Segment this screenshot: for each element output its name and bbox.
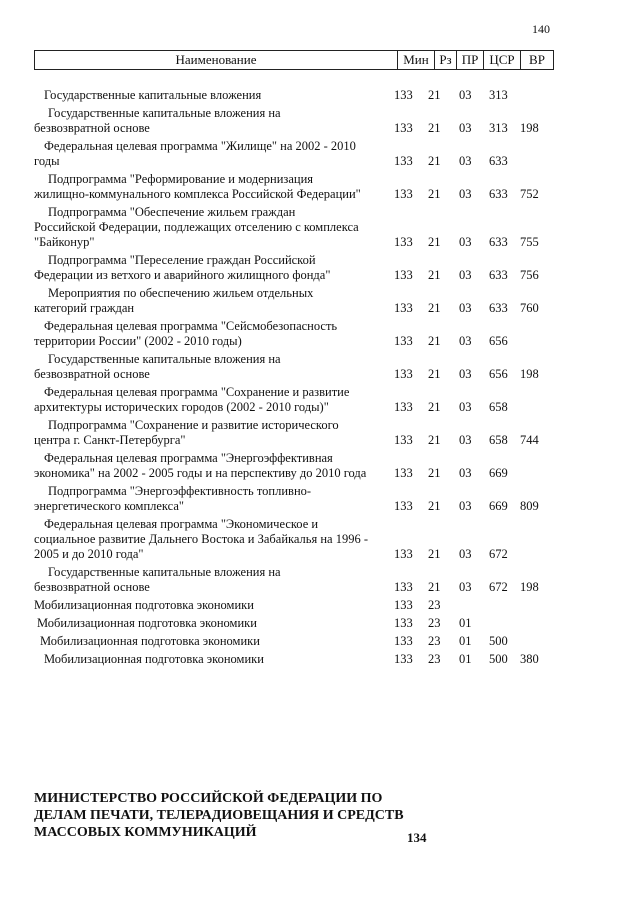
row-codes [394, 499, 550, 514]
table-row [34, 484, 574, 514]
row-name-continuation: Федерации из ветхого и аварийного жилищного фонда" [34, 268, 331, 282]
code-min: 133 [394, 580, 413, 594]
code-csr: 500 [489, 652, 508, 666]
code-csr [489, 616, 520, 631]
table-body [34, 88, 574, 670]
code-pr: 03 [459, 121, 472, 135]
code-rz: 21 [428, 580, 441, 594]
code-pr: 03 [459, 367, 472, 381]
header-min: Мин [398, 51, 435, 69]
code-min: 133 [394, 88, 413, 102]
table-row [34, 652, 574, 667]
row-codes [394, 367, 550, 382]
table-row [34, 319, 574, 349]
code-vr: 198 [520, 580, 539, 594]
row-name [34, 253, 394, 283]
code-vr [520, 616, 550, 631]
table-row [34, 253, 574, 283]
row-name-continuation: жилищно-коммунального комплекса Российской Федерации" [34, 187, 361, 201]
row-codes [394, 598, 550, 613]
row-name [34, 517, 394, 562]
row-name-first-line: Федеральная целевая программа "Сохранение и развитие [44, 385, 350, 399]
row-name-first-line: Подпрограмма "Переселение граждан Российской [48, 253, 316, 267]
row-name-continuation: энергетического комплекса" [34, 499, 185, 513]
row-name-first-line: Государственные капитальные вложения на [48, 565, 281, 579]
code-min: 133 [394, 433, 413, 447]
code-min: 133 [394, 367, 413, 381]
row-name-continuation: безвозвратной основе [34, 121, 150, 135]
row-name-continuation: архитектуры исторических городов (2002 - 2010 годы)" [34, 400, 329, 414]
row-name-first-line: Государственные капитальные вложения [44, 88, 262, 102]
code-pr: 01 [459, 616, 472, 630]
code-pr: 03 [459, 235, 472, 249]
code-rz: 21 [428, 433, 441, 447]
code-pr: 03 [459, 154, 472, 168]
code-pr: 03 [459, 88, 472, 102]
row-name-first-line: Государственные капитальные вложения на [48, 106, 281, 120]
row-codes [394, 154, 550, 169]
code-rz: 21 [428, 400, 441, 414]
page-number: 140 [532, 22, 550, 36]
code-vr [520, 334, 550, 349]
code-min: 133 [394, 598, 413, 612]
row-name-continuation: экономика" на 2002 - 2005 годы и на перспективу до 2010 года [34, 466, 367, 480]
code-vr: 198 [520, 367, 539, 381]
row-name [34, 616, 394, 631]
table-header [34, 50, 554, 70]
row-name [34, 319, 394, 349]
row-codes [394, 634, 550, 649]
row-name-first-line: Мобилизационная подготовка экономики [37, 616, 257, 630]
code-min: 133 [394, 499, 413, 513]
code-vr: 198 [520, 121, 539, 135]
code-min: 133 [394, 268, 413, 282]
row-name-first-line: Подпрограмма "Сохранение и развитие исторического [48, 418, 339, 432]
code-rz: 21 [428, 154, 441, 168]
code-csr: 633 [489, 154, 508, 168]
code-rz: 21 [428, 334, 441, 348]
table-row [34, 286, 574, 316]
code-min: 133 [394, 121, 413, 135]
code-vr: 760 [520, 301, 539, 315]
code-vr [520, 598, 550, 613]
code-rz: 21 [428, 88, 441, 102]
code-csr [489, 598, 520, 613]
code-rz: 23 [428, 598, 441, 612]
table-row [34, 451, 574, 481]
row-name [34, 139, 394, 169]
row-name [34, 352, 394, 382]
row-name-continuation: социальное развитие Дальнего Востока и Забайкалья на 1996 - 2005 и до 2010 года" [34, 532, 369, 561]
code-rz: 21 [428, 235, 441, 249]
row-name-first-line: Мобилизационная подготовка экономики [44, 652, 264, 666]
code-min: 133 [394, 154, 413, 168]
table-row [34, 385, 574, 415]
row-codes [394, 334, 550, 349]
code-csr: 633 [489, 187, 508, 201]
row-codes [394, 616, 550, 631]
row-codes [394, 400, 550, 415]
code-min: 133 [394, 235, 413, 249]
code-pr: 03 [459, 268, 472, 282]
code-min: 133 [394, 547, 413, 561]
row-name-first-line: Федеральная целевая программа "Экономическое и [44, 517, 319, 531]
table-row [34, 106, 574, 136]
row-name-first-line: Подпрограмма "Обеспечение жильем граждан [48, 205, 296, 219]
code-rz: 21 [428, 301, 441, 315]
code-csr: 313 [489, 121, 508, 135]
code-csr: 656 [489, 334, 508, 348]
code-vr [520, 88, 550, 103]
row-name [34, 484, 394, 514]
row-name-first-line: Государственные капитальные вложения на [48, 352, 281, 366]
code-rz: 23 [428, 652, 441, 666]
row-name [34, 88, 394, 103]
code-csr: 658 [489, 400, 508, 414]
code-csr: 669 [489, 466, 508, 480]
code-vr [520, 154, 550, 169]
code-vr: 744 [520, 433, 539, 447]
row-codes [394, 547, 550, 562]
code-min: 133 [394, 187, 413, 201]
table-row [34, 139, 574, 169]
row-name [34, 598, 394, 613]
header-pr: ПР [457, 51, 484, 69]
row-name-continuation: территории России" (2002 - 2010 годы) [34, 334, 242, 348]
code-min: 133 [394, 616, 413, 630]
code-rz: 21 [428, 367, 441, 381]
table-row [34, 565, 574, 595]
row-name [34, 565, 394, 595]
row-name [34, 652, 394, 667]
code-pr: 03 [459, 187, 472, 201]
table-row [34, 598, 574, 613]
row-codes [394, 433, 550, 448]
row-codes [394, 187, 550, 202]
code-csr: 313 [489, 88, 508, 102]
row-name [34, 451, 394, 481]
row-name-continuation: Российской Федерации, подлежащих отселению с комплекса "Байконур" [34, 220, 359, 249]
code-min: 133 [394, 634, 413, 648]
ministry-title: МИНИСТЕРСТВО РОССИЙСКОЙ ФЕДЕРАЦИИ ПО ДЕЛАМ ПЕЧАТИ, ТЕЛЕРАДИОВЕЩАНИЯ И СРЕДСТВ МАССОВЫХ КОММУНИКАЦИЙ [34, 791, 404, 840]
code-min: 133 [394, 652, 413, 666]
row-name [34, 172, 394, 202]
row-name-continuation: безвозвратной основе [34, 580, 150, 594]
row-name [34, 418, 394, 448]
code-vr: 756 [520, 268, 539, 282]
code-vr: 755 [520, 235, 539, 249]
code-csr: 633 [489, 301, 508, 315]
table-row [34, 634, 574, 649]
row-codes [394, 88, 550, 103]
code-min: 133 [394, 301, 413, 315]
code-vr [520, 547, 550, 562]
code-pr: 01 [459, 634, 472, 648]
code-rz: 23 [428, 616, 441, 630]
code-csr: 672 [489, 547, 508, 561]
code-vr [520, 634, 550, 649]
code-csr: 672 [489, 580, 508, 594]
row-name-first-line: Подпрограмма "Реформирование и модернизация [48, 172, 314, 186]
table-row [34, 352, 574, 382]
code-csr: 633 [489, 235, 508, 249]
code-rz: 21 [428, 268, 441, 282]
row-name [34, 385, 394, 415]
row-name-continuation: годы [34, 154, 60, 168]
row-codes [394, 235, 550, 250]
code-rz: 21 [428, 547, 441, 561]
code-vr: 752 [520, 187, 539, 201]
code-rz: 21 [428, 466, 441, 480]
header-vr: ВР [529, 52, 545, 67]
row-name-continuation: центра г. Санкт-Петербурга" [34, 433, 186, 447]
code-csr: 633 [489, 268, 508, 282]
code-vr: 809 [520, 499, 539, 513]
code-pr: 03 [459, 301, 472, 315]
code-csr: 658 [489, 433, 508, 447]
row-name-continuation: безвозвратной основе [34, 367, 150, 381]
code-rz: 21 [428, 121, 441, 135]
row-name [34, 634, 394, 649]
table-row [34, 172, 574, 202]
code-pr: 03 [459, 499, 472, 513]
row-name-first-line: Подпрограмма "Энергоэффективность топливно- [48, 484, 312, 498]
row-name [34, 106, 394, 136]
row-name-first-line: Федеральная целевая программа "Жилище" на 2002 - 2010 [44, 139, 356, 153]
row-name-continuation: категорий граждан [34, 301, 135, 315]
code-rz: 23 [428, 634, 441, 648]
code-pr [459, 598, 489, 613]
row-codes [394, 121, 550, 136]
code-vr: 380 [520, 652, 539, 666]
table-row [34, 88, 574, 103]
code-pr: 01 [459, 652, 472, 666]
code-min: 133 [394, 400, 413, 414]
row-name-first-line: Мобилизационная подготовка экономики [40, 634, 260, 648]
code-pr: 03 [459, 433, 472, 447]
row-name-first-line: Федеральная целевая программа "Сейсмобезопасность [44, 319, 338, 333]
code-min: 133 [394, 466, 413, 480]
code-rz: 21 [428, 499, 441, 513]
header-rz: Рз [435, 51, 457, 69]
table-row [34, 517, 574, 562]
code-csr: 500 [489, 634, 508, 648]
row-codes [394, 580, 550, 595]
row-name [34, 286, 394, 316]
row-name-first-line: Мобилизационная подготовка экономики [34, 598, 254, 612]
code-pr: 03 [459, 580, 472, 594]
header-name: Наименование [35, 51, 398, 69]
row-name [34, 205, 394, 250]
code-csr: 656 [489, 367, 508, 381]
ministry-code: 134 [407, 830, 427, 845]
code-vr [520, 466, 550, 481]
row-codes [394, 301, 550, 316]
table-row [34, 205, 574, 250]
row-codes [394, 652, 550, 667]
code-pr: 03 [459, 400, 472, 414]
row-name-first-line: Федеральная целевая программа "Энергоэффективная [44, 451, 333, 465]
code-min: 133 [394, 334, 413, 348]
table-row [34, 616, 574, 631]
code-csr: 669 [489, 499, 508, 513]
code-vr [520, 400, 550, 415]
row-name-first-line: Мероприятия по обеспечению жильем отдельных [48, 286, 314, 300]
code-pr: 03 [459, 466, 472, 480]
row-codes [394, 466, 550, 481]
table-row [34, 418, 574, 448]
code-rz: 21 [428, 187, 441, 201]
code-pr: 03 [459, 547, 472, 561]
header-csr: ЦСР [484, 51, 521, 69]
code-pr: 03 [459, 334, 472, 348]
row-codes [394, 268, 550, 283]
